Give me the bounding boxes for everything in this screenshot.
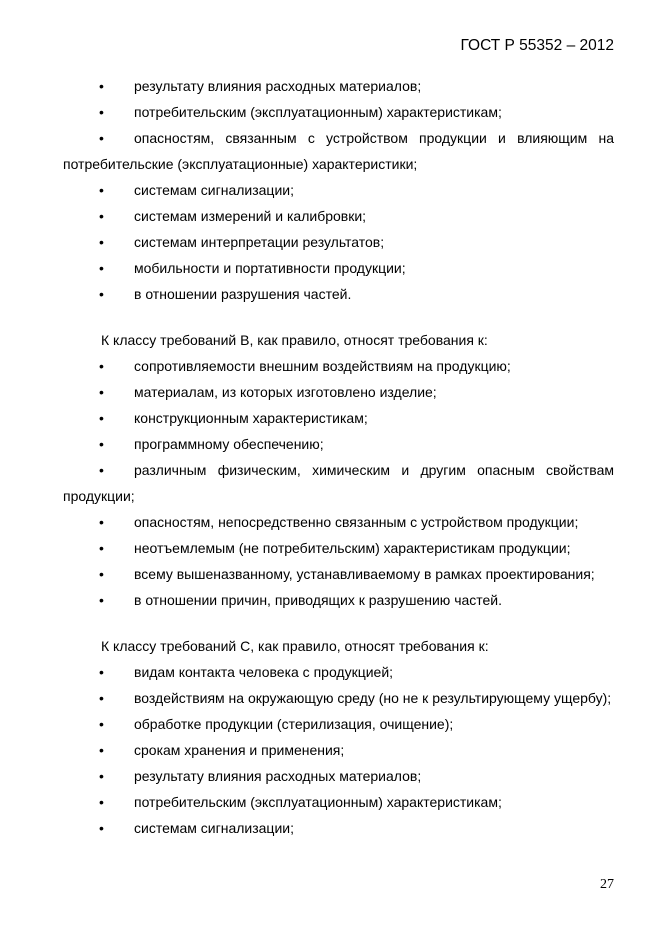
bullet-icon: • [99, 260, 104, 276]
list-item-text: потребительским (эксплуатационным) характеристикам; [134, 794, 502, 810]
list-item-text: системам сигнализации; [134, 182, 294, 198]
list-item-text: системам измерений и калибровки; [134, 208, 367, 224]
bullet-icon: • [99, 384, 104, 400]
list-item [63, 255, 614, 281]
bullet-icon: • [99, 592, 104, 608]
list-item [63, 353, 614, 379]
list-item-text: срокам хранения и применения; [134, 742, 345, 758]
bullet-icon: • [99, 78, 104, 94]
list-item [63, 737, 614, 763]
list-item [63, 431, 614, 457]
bullet-icon: • [99, 768, 104, 784]
bullet-icon: • [99, 566, 104, 582]
paragraph-gap [63, 613, 614, 633]
bullet-icon: • [99, 182, 104, 198]
list-item-text: воздействиям на окружающую среду (но не к результирующему ущербу); [134, 690, 612, 706]
bullet-icon: • [99, 436, 104, 452]
bullet-icon: • [99, 742, 104, 758]
bullet-icon: • [99, 208, 104, 224]
list-item [63, 457, 614, 509]
page-number: 27 [600, 877, 614, 892]
list-item-text: конструкционным характеристикам; [134, 410, 368, 426]
list-item [63, 203, 614, 229]
list-item [63, 281, 614, 307]
list-item-text: опасностям, непосредственно связанным с устройством продукции; [134, 514, 579, 530]
list-item-text: программному обеспечению; [134, 436, 324, 452]
list-item [63, 229, 614, 255]
bullet-icon: • [99, 286, 104, 302]
list-item [63, 763, 614, 789]
list-item [63, 659, 614, 685]
list-item [63, 535, 614, 561]
list-item-text: мобильности и портативности продукции; [134, 260, 406, 276]
list-item-text: неотъемлемым (не потребительским) характеристикам продукции; [134, 540, 571, 556]
list-item-text: в отношении разрушения частей. [134, 286, 352, 302]
bullet-icon: • [99, 358, 104, 374]
bullet-icon: • [99, 820, 104, 836]
bullet-icon: • [99, 410, 104, 426]
document-code: ГОСТ Р 55352 – 2012 [460, 37, 614, 54]
bullet-list-group3 [63, 659, 614, 841]
intro-class-b: К классу требований В, как правило, относят требования к: [101, 332, 488, 348]
list-item-text: системам интерпретации результатов; [134, 234, 385, 250]
bullet-icon: • [99, 462, 104, 478]
bullet-icon: • [99, 794, 104, 810]
list-item-text: потребительским (эксплуатационным) характеристикам; [134, 104, 502, 120]
list-item-text: материалам, из которых изготовлено изделие; [134, 384, 437, 400]
list-item-text: обработке продукции (стерилизация, очищение); [134, 716, 454, 732]
bullet-icon: • [99, 664, 104, 680]
list-item-text: в отношении причин, приводящих к разрушению частей. [134, 592, 503, 608]
bullet-icon: • [99, 514, 104, 530]
list-item [63, 561, 614, 587]
list-item-text: опасностям, связанным с устройством продукции и влияющим на потребительские (эксплуатационные) характеристики; [63, 130, 614, 172]
list-item [63, 405, 614, 431]
list-item-text: видам контакта человека с продукцией; [134, 664, 394, 680]
list-item [63, 815, 614, 841]
intro-class-c: К классу требований С, как правило, относят требования к: [101, 638, 489, 654]
bullet-icon: • [99, 690, 104, 706]
list-item [63, 509, 614, 535]
document-body [63, 73, 614, 841]
list-item [63, 125, 614, 177]
paragraph-gap [63, 307, 614, 327]
list-item-text: системам сигнализации; [134, 820, 294, 836]
list-item [63, 73, 614, 99]
list-item-text: различным физическим, химическим и другим опасным свойствам продукции; [63, 462, 614, 504]
list-item [63, 177, 614, 203]
list-item [63, 685, 614, 711]
list-item [63, 711, 614, 737]
list-item-text: результату влияния расходных материалов; [134, 768, 422, 784]
bullet-list-group2 [63, 353, 614, 613]
list-item-text: всему вышеназванному, устанавливаемому в рамках проектирования; [134, 566, 595, 582]
bullet-icon: • [99, 234, 104, 250]
bullet-icon: • [99, 716, 104, 732]
list-item-text: сопротивляемости внешним воздействиям на продукцию; [134, 358, 511, 374]
list-item [63, 587, 614, 613]
list-item [63, 789, 614, 815]
bullet-list-group1 [63, 73, 614, 307]
list-item-text: результату влияния расходных материалов; [134, 78, 422, 94]
list-item [63, 99, 614, 125]
bullet-icon: • [99, 540, 104, 556]
list-item [63, 379, 614, 405]
bullet-icon: • [99, 130, 104, 146]
bullet-icon: • [99, 104, 104, 120]
